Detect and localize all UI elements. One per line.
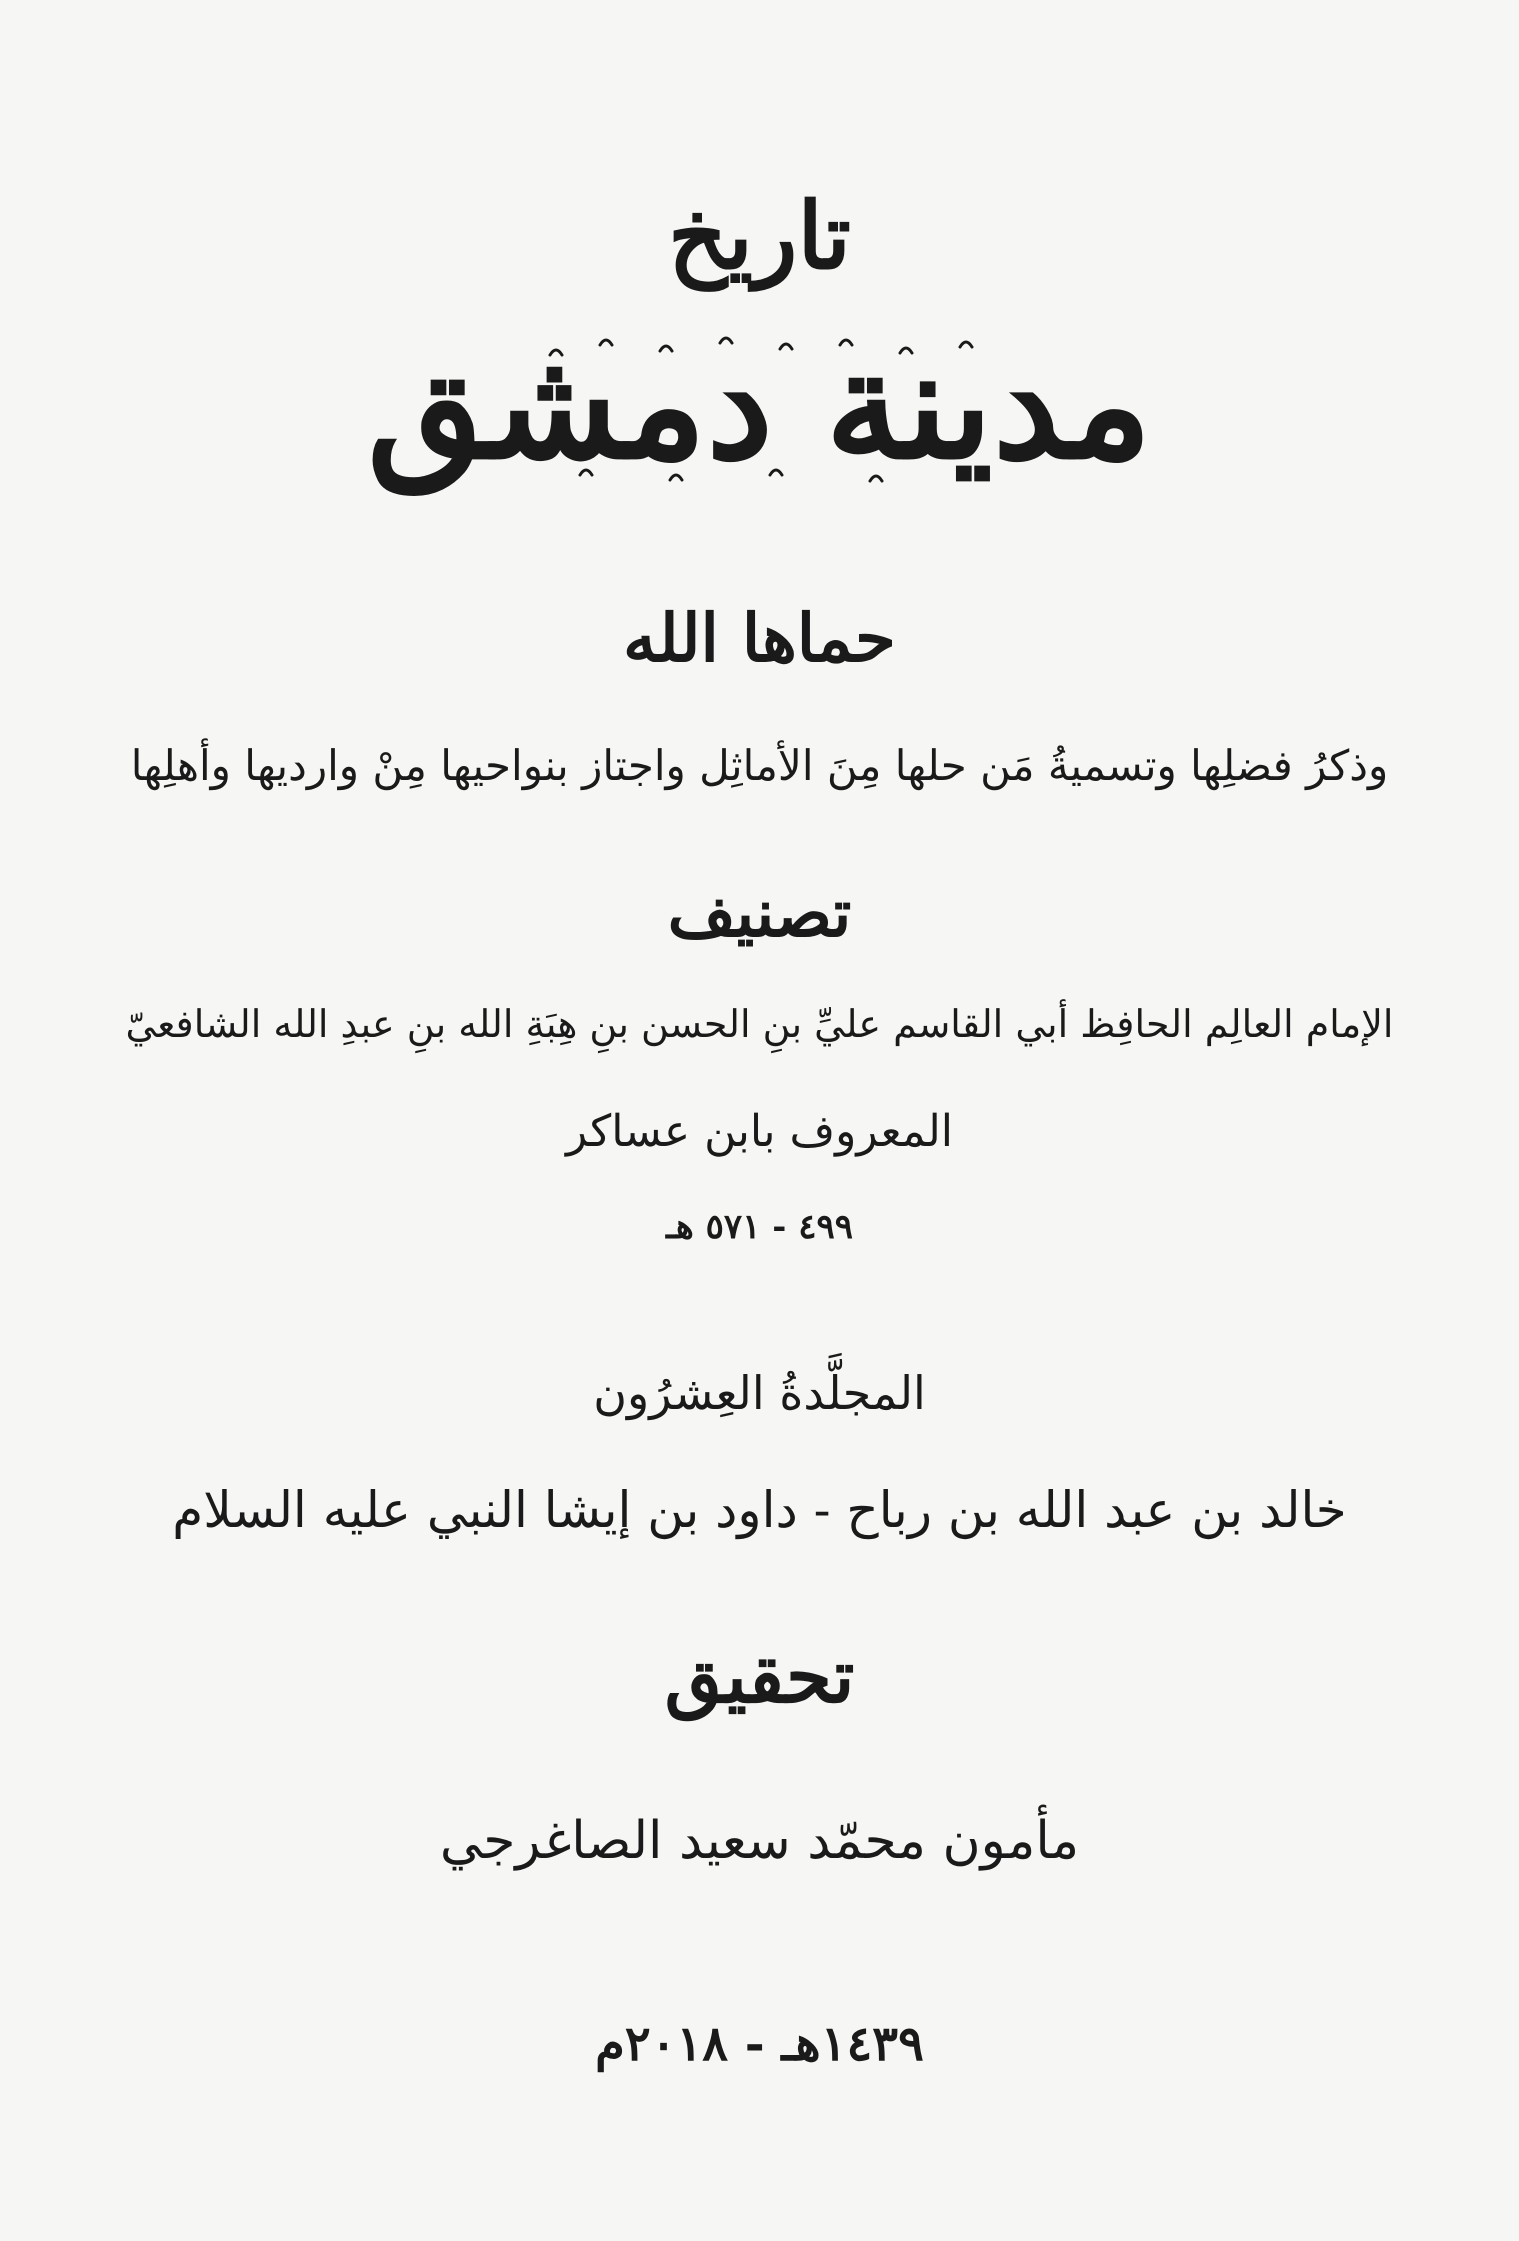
editor-label: تحقيق	[664, 1634, 855, 1720]
author-name: الإمام العالِم الحافِظ أبي القاسم عليِّ بنِ الحسن بنِ هِبَةِ الله بنِ عبدِ الله الشافعيّ	[125, 1002, 1394, 1046]
title-subtitle: حماها الله	[623, 599, 896, 677]
volume-title: المجلَّدةُ العِشرُون	[593, 1366, 926, 1420]
title-top: تاريخ	[667, 182, 852, 290]
publication-date: ١٤٣٩هـ - ٢٠١٨م	[595, 2016, 924, 2072]
title-description: وذكرُ فضلِها وتسميةُ مَن حلها مِنَ الأماثِل واجتاز بنواحيها مِنْ وارديها وأهلِها	[130, 741, 1389, 790]
book-title: مدينة دمشق	[367, 317, 1152, 493]
volume-range: خالد بن عبد الله بن رباح - داود بن إيشا النبي عليه السلام	[172, 1481, 1347, 1539]
editor-name: مأمون محمّد سعيد الصاغرجي	[439, 1811, 1080, 1871]
author-label: تصنيف	[667, 874, 852, 952]
author-known-as: المعروف بابن عساكر	[566, 1106, 953, 1157]
author-dates: ٤٩٩ - ٥٧١ هـ	[665, 1207, 854, 1247]
